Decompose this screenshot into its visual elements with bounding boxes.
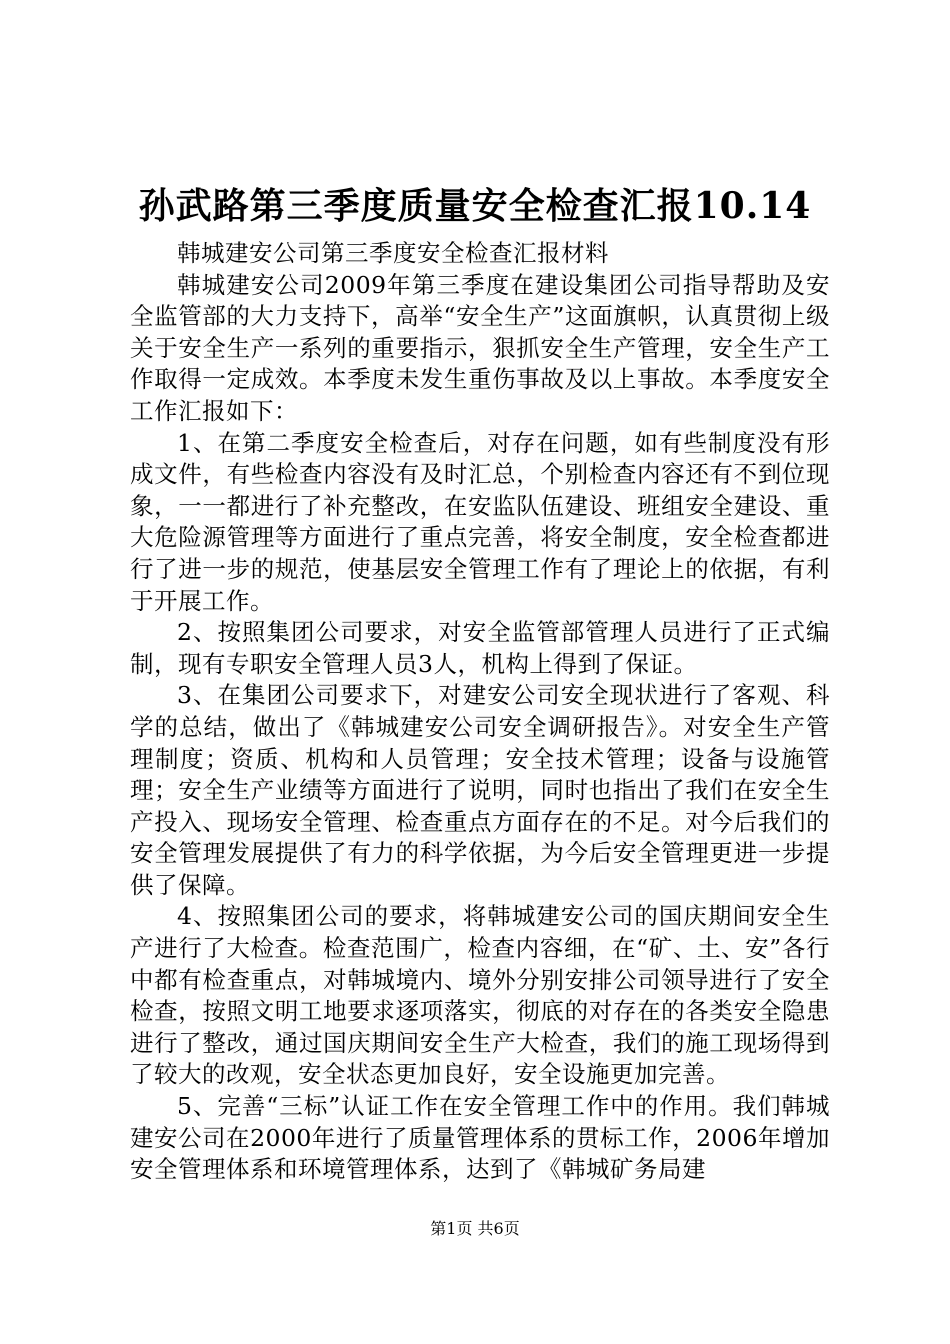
document-subtitle: 韩城建安公司第三季度安全检查汇报材料	[177, 239, 609, 267]
page-number-footer: 第1页 共6页	[430, 1219, 520, 1238]
paragraph-item-5: 5、完善“三标”认证工作在安全管理工作中的作用。我们韩城建安公司在2000年进行了质量管理体系的贯标工作，2006年增加安全管理体系和环境管理体系，达到了《韩城矿务局建	[130, 1092, 830, 1184]
paragraph-intro: 韩城建安公司2009年第三季度在建设集团公司指导帮助及安全监管部的大力支持下，高举“安全生产”这面旗帜，认真贯彻上级关于安全生产一系列的重要指示，狠抓安全生产管理，安全生产工作取得一定成效。本季度未发生重伤事故及以上事故。本季度安全工作汇报如下：	[130, 270, 830, 425]
page-title: 孙武路第三季度质量安全检查汇报10.14	[138, 185, 812, 227]
document-body	[130, 238, 830, 1186]
paragraph-item-1: 1、在第二季度安全检查后，对存在问题，如有些制度没有形成文件，有些检查内容没有及时汇总，个别检查内容还有不到位现象，一一都进行了补充整改，在安监队伍建设、班组安全建设、重大危险源管理等方面进行了重点完善，将安全制度，安全检查都进行了进一步的规范，使基层安全管理工作有了理论上的依据，有利于开展工作。	[130, 428, 830, 615]
paragraph-item-2: 2、按照集团公司要求，对安全监管部管理人员进行了正式编制，现有专职安全管理人员3人，机构上得到了保证。	[130, 618, 830, 678]
paragraph-item-3: 3、在集团公司要求下，对建安公司安全现状进行了客观、科学的总结，做出了《韩城建安公司安全调研报告》。对安全生产管理制度；资质、机构和人员管理；安全技术管理；设备与设施管理；安全生产业绩等方面进行了说明，同时也指出了我们在安全生产投入、现场安全管理、检查重点方面存在的不足。对今后我们的安全管理发展提供了有力的科学依据，为今后安全管理更进一步提供了保障。	[130, 681, 830, 899]
paragraph-item-4: 4、按照集团公司的要求，将韩城建安公司的国庆期间安全生产进行了大检查。检查范围广，检查内容细，在“矿、土、安”各行中都有检查重点，对韩城境内、境外分别安排公司领导进行了安全检查，按照文明工地要求逐项落实，彻底的对存在的各类安全隐患进行了整改，通过国庆期间安全生产大检查，我们的施工现场得到了较大的改观，安全状态更加良好，安全设施更加完善。	[130, 902, 830, 1089]
